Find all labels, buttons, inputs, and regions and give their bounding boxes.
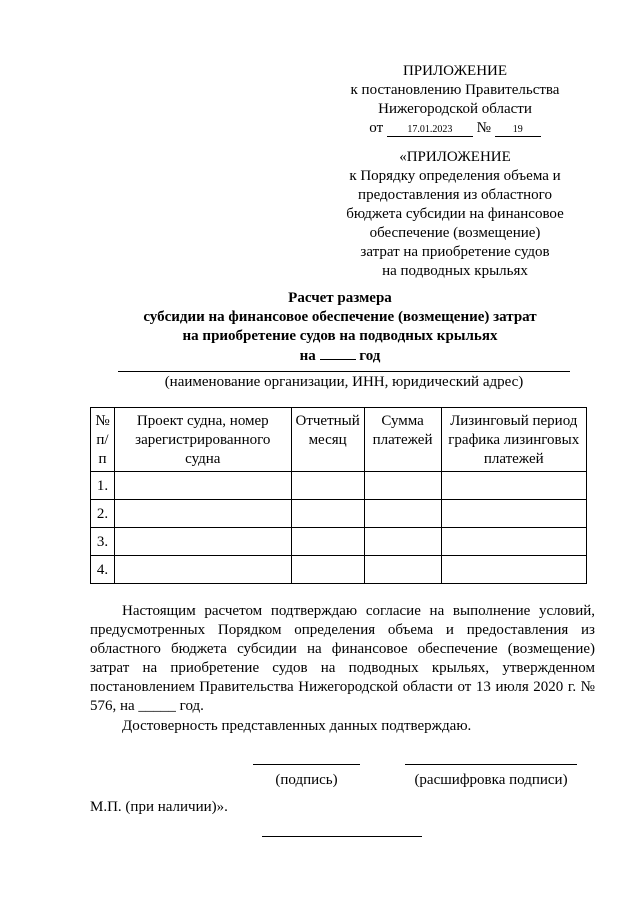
row-number: 2. — [91, 500, 115, 528]
appendix-order-line: затрат на приобретение судов — [360, 244, 550, 260]
closing-line — [262, 836, 422, 837]
cell — [364, 472, 441, 500]
title-line-3: на приобретение судов на подводных крыльях — [182, 328, 498, 344]
row-number: 3. — [91, 528, 115, 556]
number-field: 19 — [495, 124, 541, 137]
cell — [114, 472, 291, 500]
title-year-prefix: на — [299, 348, 316, 364]
organization-line — [118, 371, 570, 372]
date-field: 17.01.2023 — [387, 124, 473, 137]
appendix-order-line: предоставления из областного — [358, 187, 552, 203]
table-row — [91, 472, 587, 500]
appendix-order-line: к Порядку определения объема и — [349, 168, 561, 184]
confirmation-text: Достоверность представленных данных подтверждаю. — [122, 718, 472, 734]
header-number: № п/ п — [91, 408, 115, 472]
title-line-2: субсидии на финансовое обеспечение (возмещение) затрат — [143, 309, 537, 325]
cell — [441, 472, 587, 500]
date-prefix: от — [369, 120, 384, 136]
appendix-title: ПРИЛОЖЕНИЕ — [402, 63, 508, 79]
row-number: 1. — [91, 472, 115, 500]
header-payment-sum: Сумма платежей — [364, 408, 441, 472]
signature-decoding-line — [405, 764, 577, 765]
year-blank — [320, 346, 356, 360]
cell — [364, 528, 441, 556]
consent-paragraph: Настоящим расчетом подтверждаю согласие на выполнение условий, предусмотренных Порядком определения объема и предоставления из областного бюджета субсидии на финансовое обеспечение (возмещение) затрат на приобретение судов на подводных крыльях, утвержденном постановлением Правительства Нижегородской области от 13 июля 2020 г. № 576, на _____ год. — [90, 603, 595, 714]
cell — [441, 500, 587, 528]
appendix-line-2: Нижегородской области — [378, 101, 532, 117]
cell — [364, 500, 441, 528]
cell — [291, 472, 364, 500]
signature-caption: (подпись) — [275, 772, 338, 788]
title-year-suffix: год — [359, 348, 381, 364]
appendix-order-title: «ПРИЛОЖЕНИЕ — [399, 149, 511, 165]
row-number: 4. — [91, 556, 115, 584]
cell — [441, 528, 587, 556]
title-line-4 — [90, 346, 590, 366]
appendix-order-header — [330, 148, 580, 281]
cell — [291, 556, 364, 584]
cell — [114, 500, 291, 528]
cell — [441, 556, 587, 584]
cell — [114, 556, 291, 584]
table-header-row — [91, 408, 587, 472]
calculation-table — [90, 407, 587, 584]
appendix-header — [330, 62, 580, 138]
table-row — [91, 528, 587, 556]
cell — [291, 528, 364, 556]
appendix-line-1: к постановлению Правительства — [350, 82, 560, 98]
stamp-note: М.П. (при наличии)». — [90, 799, 228, 815]
appendix-order-line: бюджета субсидии на финансовое — [346, 206, 564, 222]
header-leasing-period: Лизинговый период графика лизинговых платежей — [441, 408, 587, 472]
table-row — [91, 556, 587, 584]
header-vessel-project: Проект судна, номер зарегистрированного судна — [114, 408, 291, 472]
cell — [364, 556, 441, 584]
organization-caption: (наименование организации, ИНН, юридический адрес) — [164, 374, 524, 390]
appendix-date-row — [330, 119, 580, 138]
number-sign: № — [476, 120, 491, 136]
title-line-1: Расчет размера — [288, 290, 392, 306]
appendix-order-line: обеспечение (возмещение) — [369, 225, 541, 241]
signature-line — [253, 764, 360, 765]
appendix-order-line: на подводных крыльях — [382, 263, 528, 279]
document-title — [90, 289, 590, 366]
decoding-caption: (расшифровка подписи) — [414, 772, 568, 788]
header-reporting-month: Отчетный месяц — [291, 408, 364, 472]
table-row — [91, 500, 587, 528]
cell — [114, 528, 291, 556]
cell — [291, 500, 364, 528]
